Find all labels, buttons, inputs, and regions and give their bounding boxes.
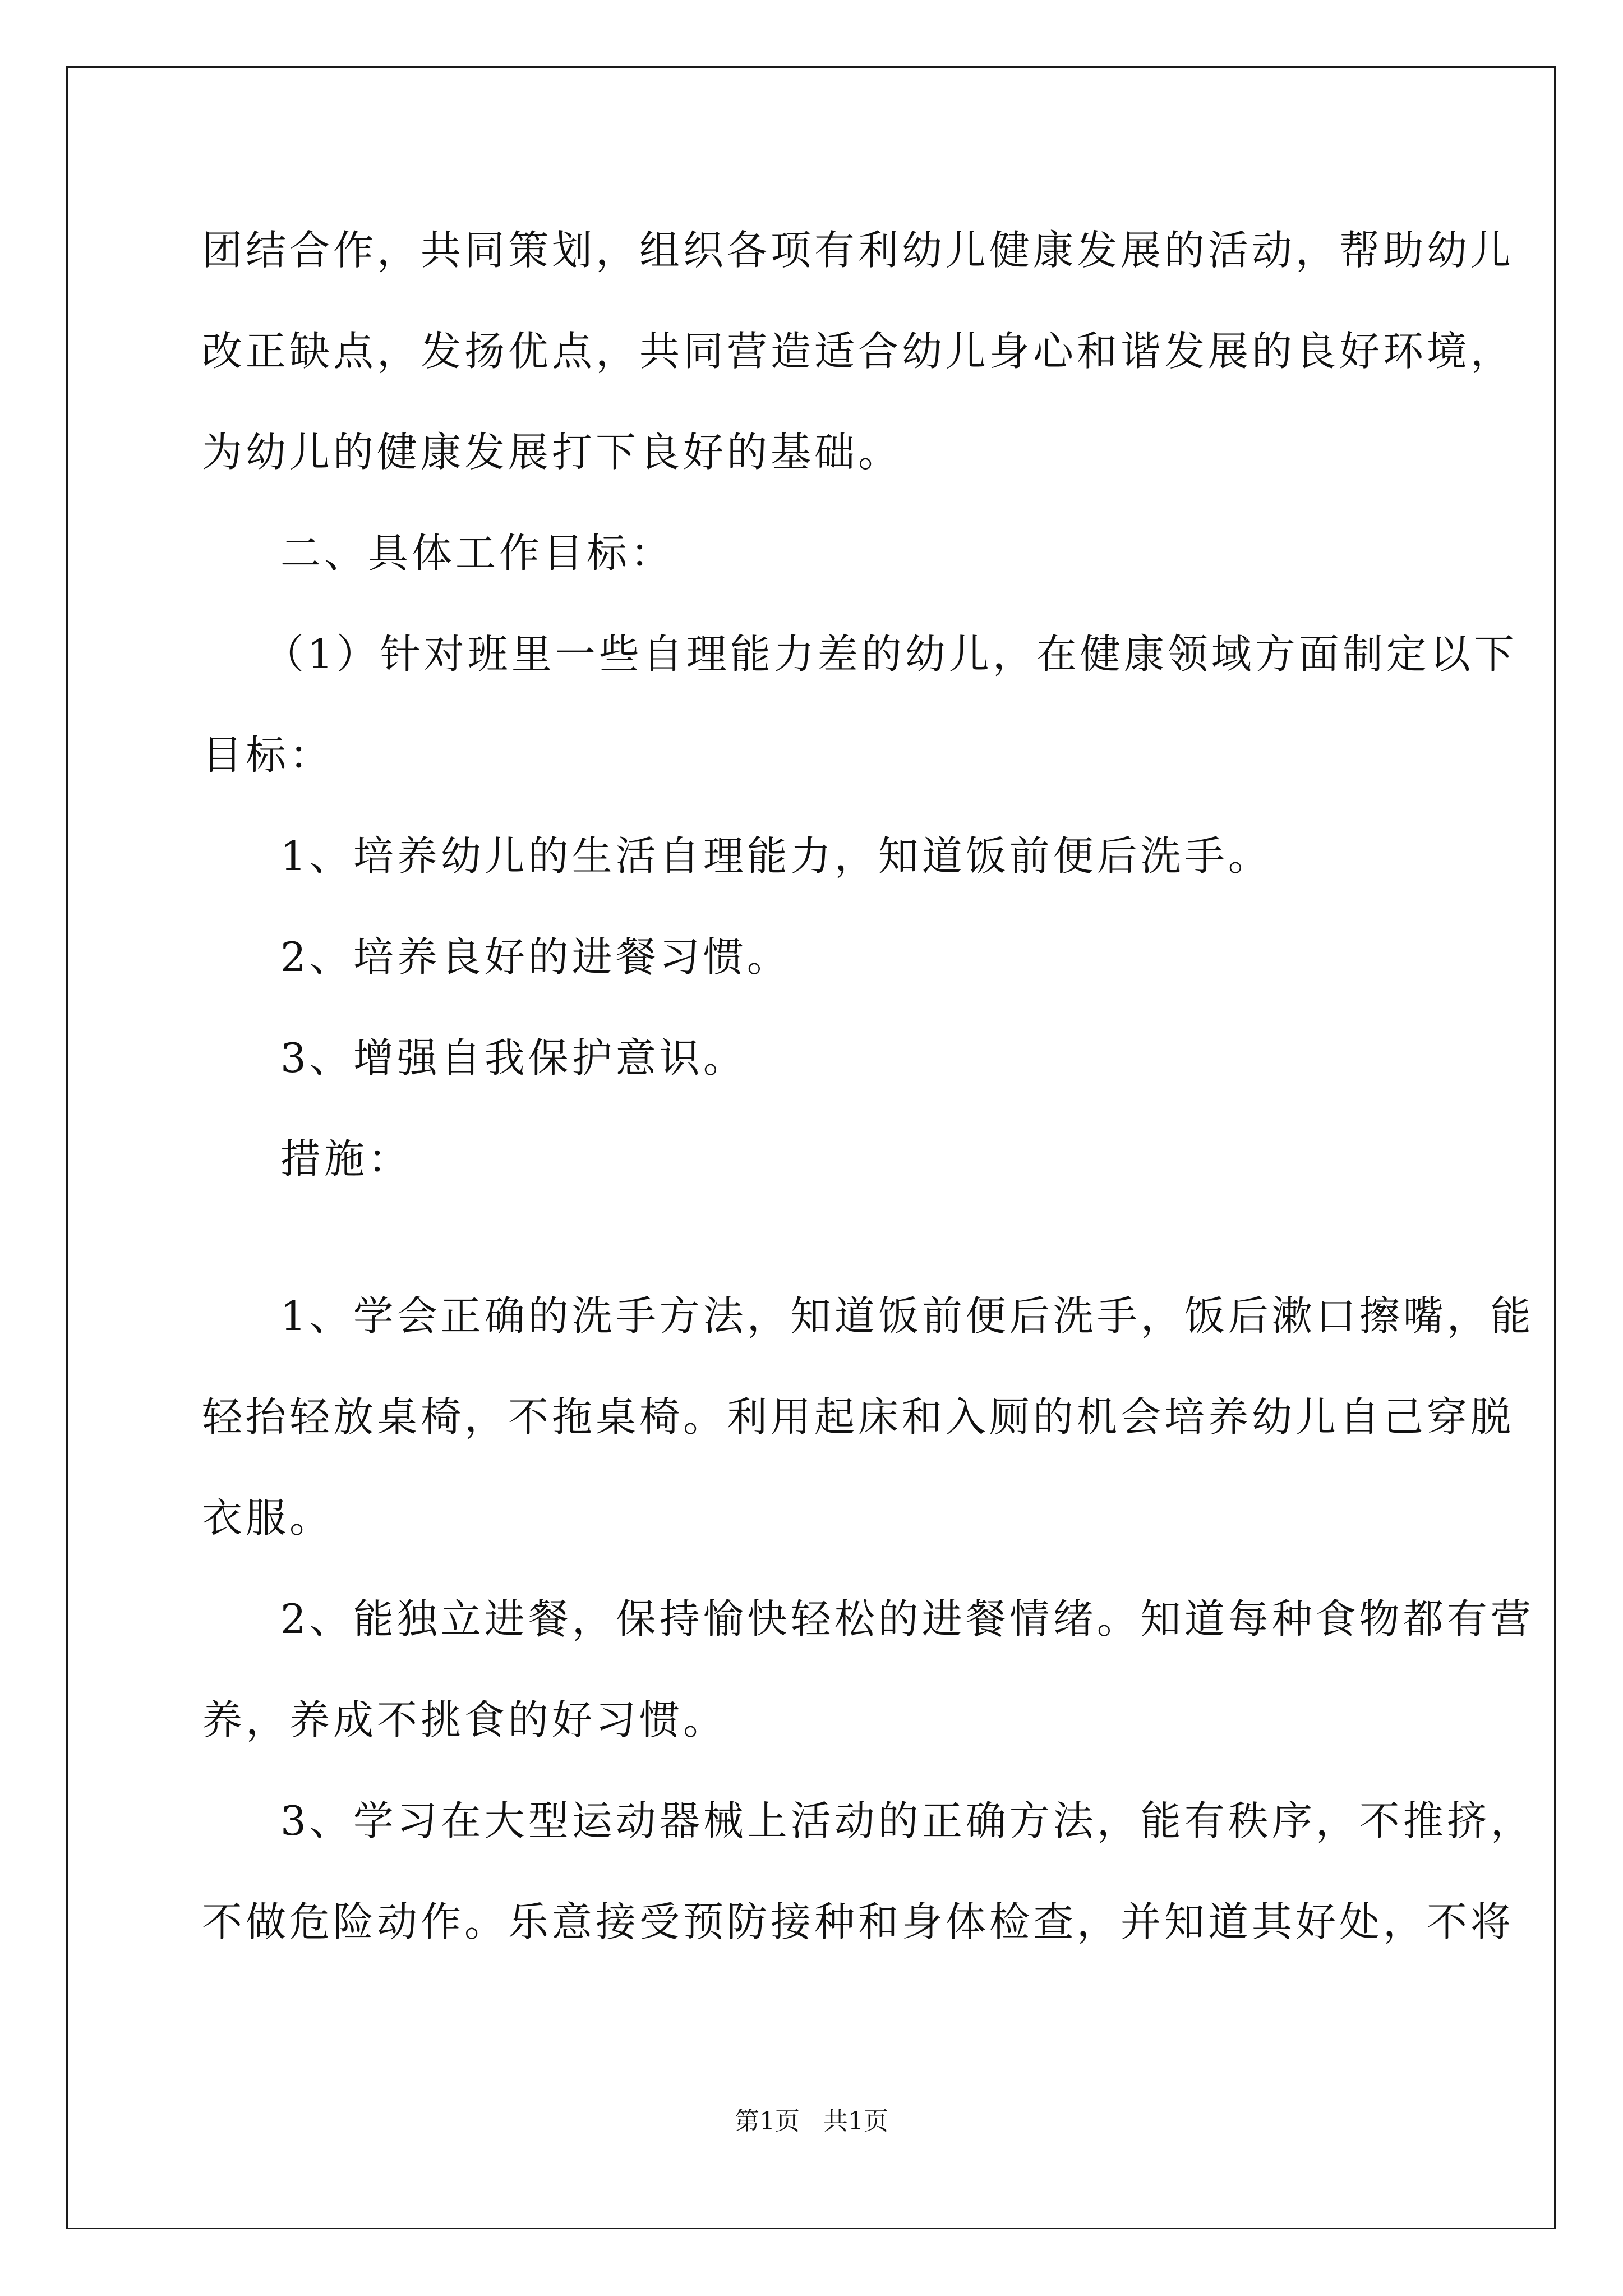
section-heading: 二、具体工作目标： [280,530,675,577]
paragraph-line: 为幼儿的健康发展打下良好的基础。 [202,429,902,476]
list-item: 1、培养幼儿的生活自理能力，知道饭前便后洗手。 [280,832,1272,880]
list-item: 3、增强自我保护意识。 [280,1034,747,1082]
paragraph-line: 轻抬轻放桌椅，不拖桌椅。利用起床和入厕的机会培养幼儿自己穿脱 [202,1393,1515,1441]
paragraph-line: （1）针对班里一些自理能力差的幼儿，在健康领域方面制定以下 [264,631,1518,678]
paragraph-line: 改正缺点，发扬优点，共同营造适合幼儿身心和谐发展的良好环境， [202,328,1515,375]
list-item: 1、学会正确的洗手方法，知道饭前便后洗手，饭后漱口擦嘴，能 [280,1292,1534,1340]
list-item: 2、能独立进餐，保持愉快轻松的进餐情绪。知道每种食物都有营 [280,1595,1534,1642]
paragraph-line: 养，养成不挑食的好习惯。 [202,1696,727,1743]
paragraph-line: 不做危险动作。乐意接受预防接种和身体检查，并知道其好处，不将 [202,1898,1515,1945]
list-item: 3、学习在大型运动器械上活动的正确方法，能有秩序，不推挤， [280,1797,1534,1844]
paragraph-line: 团结合作，共同策划，组织各项有利幼儿健康发展的活动，帮助幼儿 [202,227,1515,274]
page-footer: 第1页 共1页 [735,2107,888,2136]
paragraph-line: 衣服。 [202,1494,334,1542]
paragraph-line: 目标： [202,731,334,779]
section-heading: 措施： [280,1135,412,1182]
list-item: 2、培养良好的进餐习惯。 [280,933,791,981]
